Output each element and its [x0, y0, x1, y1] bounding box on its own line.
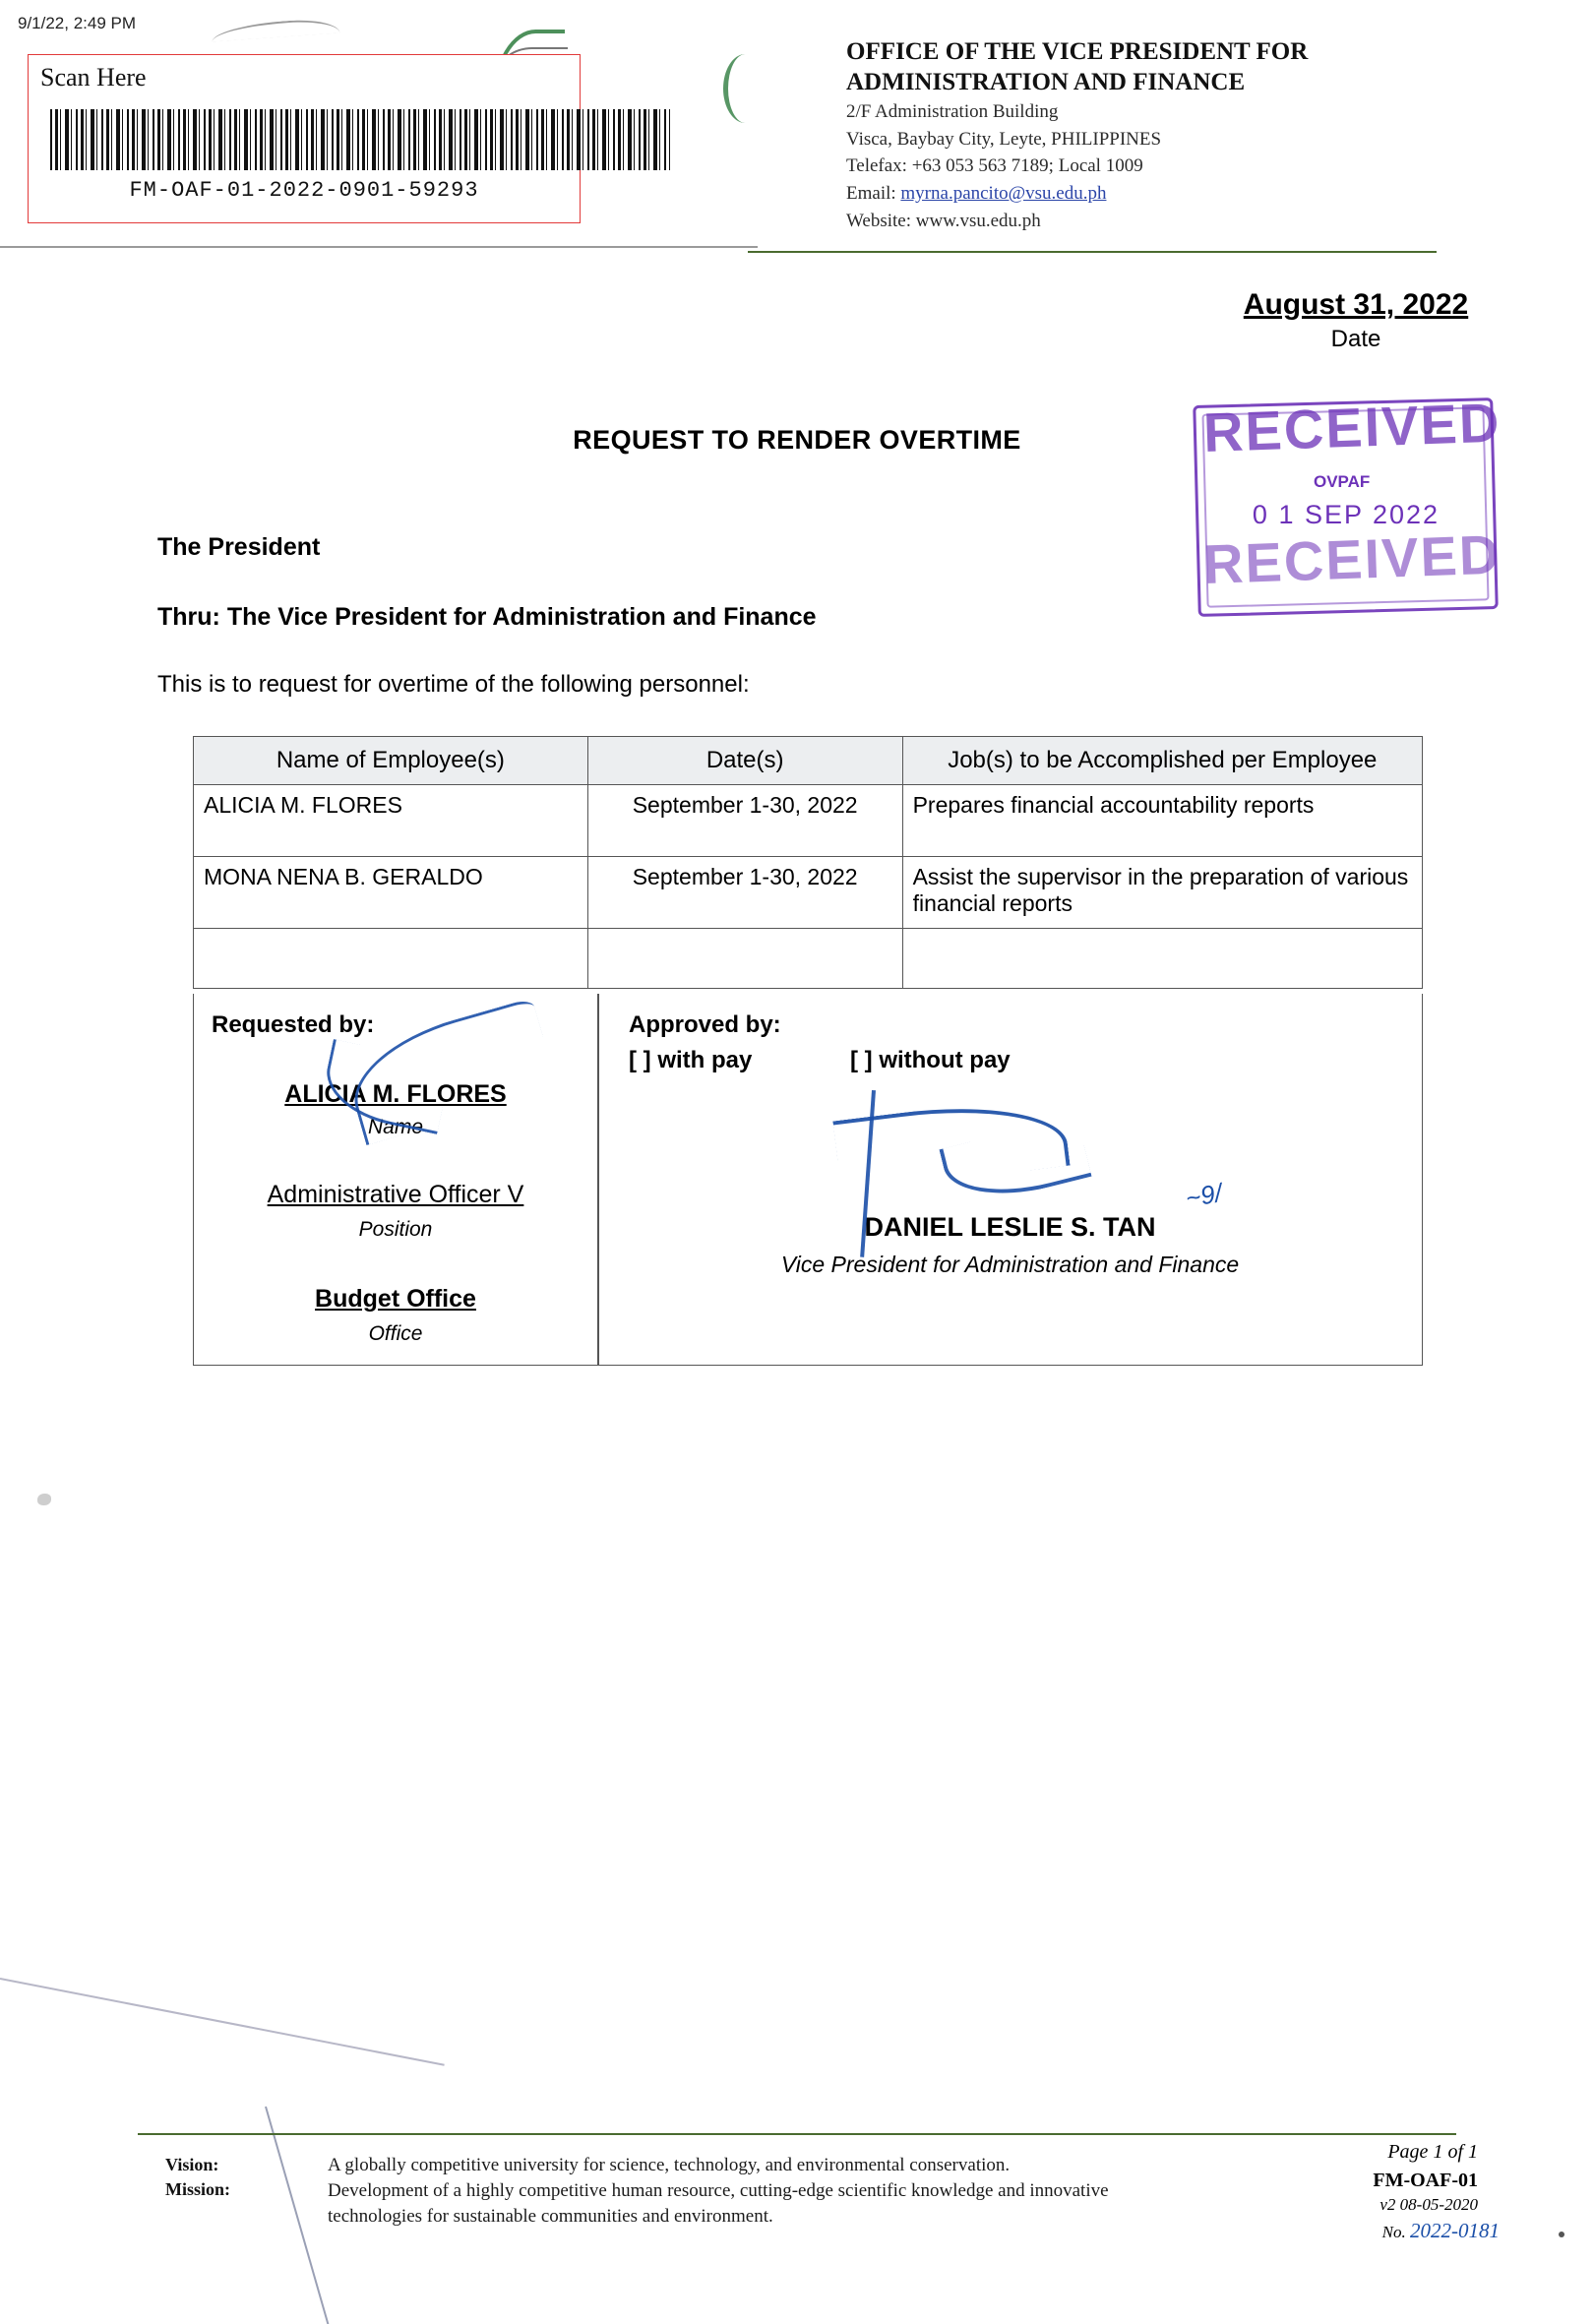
cell-job: Prepares financial accountability reports [902, 785, 1422, 857]
approved-by-label: Approved by: [629, 1011, 781, 1038]
received-stamp [1196, 391, 1502, 613]
scan-diagonal-line [0, 1978, 445, 2066]
table-row-empty [194, 929, 1423, 989]
stamp-word-top: RECEIVED [1201, 391, 1502, 464]
letterhead [846, 37, 1437, 233]
cell-job: Assist the supervisor in the preparation of various financial reports [902, 857, 1422, 929]
stamp-office: OVPAF [1314, 472, 1371, 491]
footer-vision-mission-text [328, 2153, 1154, 2231]
without-pay-checkbox[interactable]: [ ] without pay [850, 1047, 1011, 1073]
requester-position: Administrative Officer V [267, 1181, 524, 1208]
cell-empty-name [194, 929, 588, 989]
letterhead-title-line2: ADMINISTRATION AND FINANCE [846, 68, 1246, 95]
column-header-name: Name of Employee(s) [194, 737, 588, 785]
signature-block [193, 994, 1423, 1366]
thru-line: Thru: The Vice President for Administration and Finance [157, 603, 817, 631]
column-header-jobs: Job(s) to be Accomplished per Employee [902, 737, 1422, 785]
letterhead-email-line [846, 182, 1437, 207]
table-row [194, 785, 1423, 857]
date-block [1208, 288, 1503, 353]
column-header-dates: Date(s) [587, 737, 902, 785]
overtime-table [193, 736, 1423, 989]
cell-dates: September 1-30, 2022 [587, 857, 902, 929]
control-number-value: 2022-0181 [1410, 2219, 1500, 2242]
letterhead-email-link[interactable]: myrna.pancito@vsu.edu.ph [900, 183, 1107, 205]
intro-text: This is to request for overtime of the following personnel: [157, 671, 750, 698]
letterhead-telefax: Telefax: +63 053 563 7189; Local 1009 [846, 155, 1143, 177]
requested-by-label: Requested by: [212, 1011, 375, 1038]
requester-office: Budget Office [315, 1285, 476, 1313]
scan-artifact-arc-2 [723, 54, 767, 123]
form-code: FM-OAF-01 [1373, 2170, 1478, 2191]
letterhead-divider [748, 251, 1437, 253]
addressee: The President [157, 533, 321, 561]
form-version: v2 08-05-2020 [1379, 2195, 1478, 2214]
letterhead-address-2: Visca, Baybay City, Leyte, PHILIPPINES [846, 128, 1162, 150]
scan-here-label: Scan Here [40, 63, 147, 92]
scan-artifact-rule [0, 246, 758, 248]
page-title: REQUEST TO RENDER OVERTIME [573, 425, 1021, 455]
signature-divider [597, 994, 599, 1365]
stamp-word-bottom: RECEIVED [1201, 522, 1502, 596]
scan-speck [37, 1494, 51, 1505]
barcode-number: FM-OAF-01-2022-0901-59293 [129, 178, 479, 203]
approver-position: Vice President for Administration and Finance [780, 1252, 1240, 1277]
control-number [1382, 2219, 1500, 2243]
cell-empty-job [902, 929, 1422, 989]
letterhead-email-label: Email: [846, 183, 896, 205]
mission-label: Mission: [165, 2179, 231, 2199]
document-date-value: August 31, 2022 [1243, 288, 1469, 321]
vision-text: A globally competitive university for science, technology, and environmental conservation. [328, 2155, 1011, 2175]
letterhead-website: Website: www.vsu.edu.ph [846, 210, 1041, 231]
cell-empty-dates [587, 929, 902, 989]
scan-timestamp: 9/1/22, 2:49 PM [18, 14, 137, 32]
barcode-box [28, 54, 581, 223]
cell-employee-name: MONA NENA B. GERALDO [194, 857, 588, 929]
approver-name: DANIEL LESLIE S. TAN [864, 1212, 1156, 1242]
approver-initials: ~9/ [1183, 1178, 1225, 1213]
barcode-icon [50, 109, 670, 170]
requester-name: ALICIA M. FLORES [284, 1080, 507, 1108]
with-pay-checkbox[interactable]: [ ] with pay [629, 1047, 753, 1073]
requester-name-caption: Name [367, 1116, 424, 1138]
letterhead-title-line1: OFFICE OF THE VICE PRESIDENT FOR [846, 38, 1309, 65]
cell-dates: September 1-30, 2022 [587, 785, 902, 857]
footer-speck [1559, 2232, 1564, 2237]
document-date-label: Date [1330, 326, 1381, 352]
requester-office-caption: Office [368, 1322, 423, 1345]
requester-position-caption: Position [358, 1218, 433, 1241]
cell-employee-name: ALICIA M. FLORES [194, 785, 588, 857]
page-number: Page 1 of 1 [1387, 2141, 1478, 2163]
letterhead-address-1: 2/F Administration Building [846, 101, 1059, 122]
control-number-label: No. [1381, 2223, 1406, 2241]
footer-divider [138, 2133, 1456, 2135]
vision-label: Vision: [165, 2155, 219, 2174]
table-header-row [194, 737, 1423, 785]
scan-diagonal-line-2 [265, 2107, 329, 2324]
scan-artifact-curve [212, 17, 340, 41]
mission-text: Development of a highly competitive human resource, cutting-edge scientific knowledge and innovative technologies for sustainable communities and environment. [328, 2180, 1109, 2228]
table-row [194, 857, 1423, 929]
stamp-date: 0 1 SEP 2022 [1252, 500, 1441, 529]
